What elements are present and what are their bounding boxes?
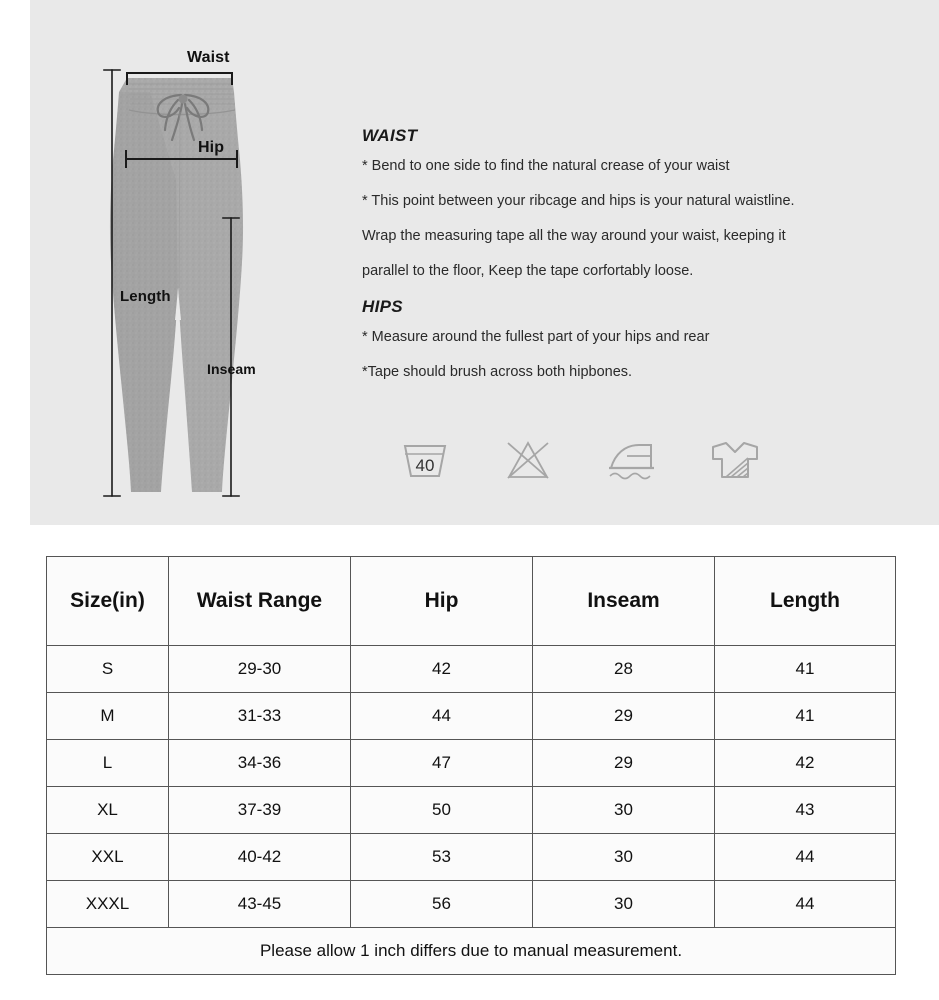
column-header-size: Size(in) [47,557,169,646]
cell-length: 44 [715,834,896,881]
waist-instruction-line-2: * This point between your ribcage and hips is your natural waistline. [362,193,795,210]
drawstring-knot [179,95,188,104]
cell-inseam: 30 [533,834,715,881]
waist-instruction-line-1: * Bend to one side to find the natural crease of your waist [362,158,730,174]
cell-size: L [47,740,169,787]
table-footer-row [47,928,896,975]
column-header-waist: Waist Range [169,557,351,646]
cell-size: XL [47,787,169,834]
cell-hip: 50 [351,787,533,834]
cell-length: 41 [715,693,896,740]
table-row [47,881,896,928]
cell-hip: 56 [351,881,533,928]
cell-size: XXL [47,834,169,881]
hips-instruction-line-1: * Measure around the fullest part of your hips and rear [362,328,710,345]
cell-waist: 40-42 [169,834,351,881]
column-header-hip: Hip [351,557,533,646]
column-header-length: Length [715,557,896,646]
cell-waist: 31-33 [169,693,351,740]
cell-inseam: 30 [533,881,715,928]
length-label: Length [120,288,171,305]
steam-iron-icon [597,427,667,493]
care-symbols-row [390,424,770,496]
cell-size: S [47,646,169,693]
hips-section-heading: HIPS [362,296,403,316]
cell-inseam: 29 [533,740,715,787]
manual-measurement-note: Please allow 1 inch differs due to manual measurement. [47,928,896,975]
cell-hip: 42 [351,646,533,693]
hips-instruction-line-2: *Tape should brush across both hipbones. [362,363,633,380]
table-row [47,693,896,740]
cell-inseam: 29 [533,693,715,740]
cell-inseam: 28 [533,646,715,693]
cell-hip: 44 [351,693,533,740]
do-not-bleach-icon [493,427,563,493]
cell-hip: 47 [351,740,533,787]
table-row [47,646,896,693]
waist-instruction-line-3: Wrap the measuring tape all the way around your waist, keeping it [362,228,786,245]
cell-length: 43 [715,787,896,834]
waist-instruction-line-4: parallel to the floor, Keep the tape corfortably loose. [362,263,694,280]
size-table-container [46,556,895,975]
cell-length: 41 [715,646,896,693]
pants-diagram [30,0,360,525]
wash-40-icon [390,427,460,493]
cell-waist: 37-39 [169,787,351,834]
cell-size: XXXL [47,881,169,928]
cell-hip: 53 [351,834,533,881]
table-row [47,834,896,881]
inseam-label: Inseam [207,361,256,377]
cell-length: 42 [715,740,896,787]
cell-waist: 34-36 [169,740,351,787]
table-header-row [47,557,896,646]
waist-section-heading: WAIST [362,126,418,145]
table-row [47,787,896,834]
measuring-instructions [362,126,907,398]
cell-length: 44 [715,881,896,928]
cell-waist: 43-45 [169,881,351,928]
pants-illustration-svg [30,0,360,525]
size-chart-table [46,556,896,975]
waist-label: Waist [187,49,230,66]
cell-size: M [47,693,169,740]
do-not-dry-clean-shirt-icon [700,427,770,493]
cell-waist: 29-30 [169,646,351,693]
table-row [47,740,896,787]
column-header-inseam: Inseam [533,557,715,646]
cell-inseam: 30 [533,787,715,834]
hip-label: Hip [198,139,225,156]
wash-temperature-text: 40 [415,456,435,475]
